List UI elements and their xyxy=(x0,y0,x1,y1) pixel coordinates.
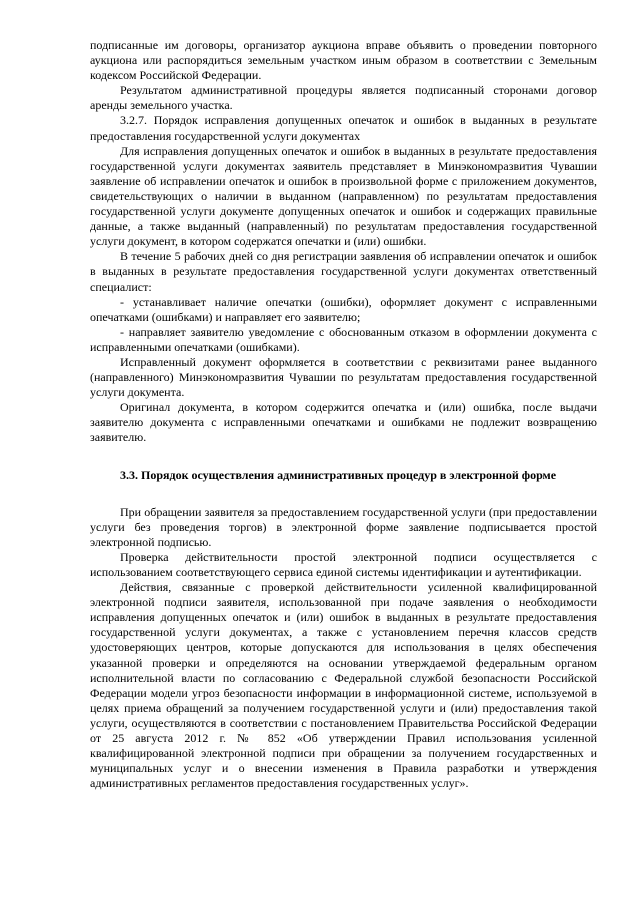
paragraph-auction-continuation: подписанные им договоры, организатор аукциона вправе объявить о проведении повторного аукциона или распорядиться земельным участком иным образом в соответствии с Земельным кодексом Российской Федерации. xyxy=(90,38,597,83)
bottom-section xyxy=(90,505,597,792)
document-body xyxy=(90,38,597,791)
paragraph-correction-request: Для исправления допущенных опечаток и ошибок в выданных в результате предоставления государственной услуги документах заявитель представляет в Минэкономразвития Чувашии заявление об исправлении опечаток и ошибок в произвольной форме с приложением документов, свидетельствующих о наличии в выданном (направленном) по результатам предоставления государственной услуги документе допущенных опечаток и ошибок и содержащих правильные данные, а также выданный (направленный) по результатам предоставления государственной услуги документ, в котором содержатся опечатки и (или) ошибки. xyxy=(90,143,597,249)
paragraph-signature-check: Проверка действительности простой электронной подписи осуществляется с использованием соответствующего сервиса единой системы идентификации и аутентификации. xyxy=(90,549,597,579)
section-heading-3-3: 3.3. Порядок осуществления административных процедур в электронной форме xyxy=(120,467,557,482)
paragraph-original-not-returned: Оригинал документа, в котором содержится опечатка и (или) ошибка, после выдачи заявителю документа с исправленными опечатками и ошибками не подлежит возвращению заявителю. xyxy=(90,400,597,445)
paragraph-simple-signature: При обращении заявителя за предоставлением государственной услуги (при предоставлении услуги без проведения торгов) в электронной форме заявление подписывается простой электронной подписью. xyxy=(90,504,597,549)
paragraph-result-lease: Результатом административной процедуры является подписанный сторонами договор аренды земельного участка. xyxy=(90,83,597,113)
paragraph-corrected-document: Исправленный документ оформляется в соответствии с реквизитами ранее выданного (направленного) Минэкономразвития Чувашии по результатам предоставления государственной услуги документа. xyxy=(90,354,597,400)
paragraph-section-3-2-7-title: 3.2.7. Порядок исправления допущенных опечаток и ошибок в выданных в результате предоставления государственной услуги документах xyxy=(90,113,597,143)
paragraph-five-days: В течение 5 рабочих дней со дня регистрации заявления об исправлении опечаток и ошибок в выданных в результате предоставления государственной услуги документах ответственный специалист: xyxy=(90,249,597,294)
list-item-establish-error: - устанавливает наличие опечатки (ошибки), оформляет документ с исправленными опечатками (ошибками) и направляет его заявителю; xyxy=(90,294,597,324)
list-item-refusal-notice: - направляет заявителю уведомление с обоснованным отказом в оформлении документа с исправленными опечатками (ошибками). xyxy=(90,324,597,354)
paragraph-qualified-signature: Действия, связанные с проверкой действительности усиленной квалифицированной электронной подписи заявителя, использованной при подаче заявления о необходимости исправления допущенных опечаток и (или) ошибок в выданных в результате предоставления государственной услуги документах, а также с установлением перечня классов средств удостоверяющих центров, которые допускаются для использования в целях обеспечения указанной проверки и определяются на основании утверждаемой федеральным органом исполнительной власти по согласованию с Федеральной службой безопасности Российской Федерации модели угроз безопасности информации в информационной системе, используемой в целях приема обращений за получением государственной услуги и (или) предоставления такой услуги, осуществляются в соответствии с постановлением Правительства Российской Федерации от 25 августа 2012 г. № 852 «Об утверждении Правил использования усиленной квалифицированной электронной подписи при обращении за получением государственных и муниципальных услуг и о внесении изменения в Правила разработки и утверждения административных регламентов предоставления государственных услуг». xyxy=(90,580,597,791)
top-section xyxy=(90,38,597,446)
